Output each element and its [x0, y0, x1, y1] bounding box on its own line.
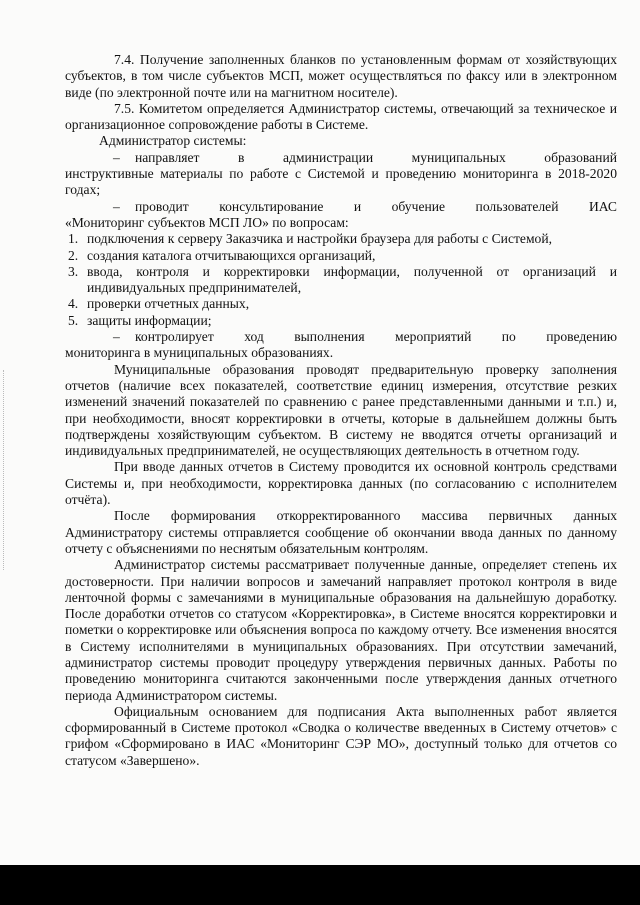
- list-item: 2. создания каталога отчитывающихся организаций,: [68, 247, 376, 263]
- dash-item-2: [65, 199, 617, 215]
- dash-item-2-line-2: «Мониторинг субъектов МСП ЛО» по вопросам:: [65, 214, 349, 230]
- dash-item-1-line-2: инструктивные материалы по работе с Системой и проведению мониторинга в 2018-2020 годах;: [65, 166, 617, 198]
- list-item: 4. проверки отчетных данных,: [68, 296, 250, 312]
- list-item: 5. защиты информации;: [68, 312, 212, 328]
- consulting-topics-list: [65, 231, 617, 329]
- dash-item-3-line-2: мониторинга в муниципальных образованиях.: [65, 345, 334, 361]
- admin-heading: Администратор системы:: [99, 133, 247, 149]
- dash-item-2-line-1: проводит консультирование и обучение пользователей ИАС: [135, 198, 617, 214]
- paragraph-municipal-check: Муниципальные образования проводят предварительную проверку заполнения отчетов (наличие всех показателей, соответствие единиц измерения, отсутствие резких изменений значений показателей по сравнению с ранее представленными данными и т.п.) и, при необходимости, вносят корректировки в отчеты, которые в дальнейшем должны быть подтверждены хозяйствующим субъектом. В систему не вводятся отчеты организаций и индивидуальных предпринимателей, не осуществляющих деятельность в отчетном году.: [65, 361, 617, 459]
- scan-bottom-border: [0, 865, 640, 905]
- dash-marker: –: [113, 198, 120, 214]
- paragraph-7-5: 7.5. Комитетом определяется Администратор системы, отвечающий за техническое и организационное сопровождение работы в Системе.: [65, 100, 617, 133]
- dash-item-1-line-1: направляет в администрации муниципальных образований: [135, 149, 617, 165]
- document-body: [65, 52, 617, 769]
- paragraph-after-forming: После формирования откорректированного массива первичных данных Администратору системы отправляется сообщение об окончании ввода данных по данному отчету с объяснениями по неснятым обязательным контролям.: [65, 508, 617, 556]
- dash-item-3: [65, 329, 617, 345]
- paragraph-data-entry: При вводе данных отчетов в Систему проводится их основной контроль средствами Системы и, при необходимости, корректировка данных (по согласованию с исполнителем отчёта).: [65, 459, 617, 508]
- dash-marker: –: [113, 329, 120, 345]
- dash-marker: –: [113, 149, 120, 165]
- paragraph-7-4: 7.4. Получение заполненных бланков по установленным формам от хозяйствующих субъектов, в том числе субъектов МСП, может осуществляться по факсу или в электронном виде (по электронной почте или на магнитном носителе).: [65, 52, 617, 100]
- dash-item-1: [65, 150, 617, 166]
- paragraph-admin-review: Администратор системы рассматривает полученные данные, определяет степень их достоверности. При наличии вопросов и замечаний направляет протокол контроля в виде ленточной формы с замечаниями в муниципальные образования на дальнейшую доработку. После доработки отчетов со статусом «Корректировка», в Системе вносятся корректировки и пометки о корректировке или объяснения вопроса по каждому отчету. Все изменения вносятся в Систему исполнителями в муниципальных образованиях. При отсутствии замечаний, администратор системы проводит процедуру утверждения первичных данных. Работы по проведению мониторинга считаются законченными после утверждения данных отчетного периода Администратором системы.: [65, 557, 617, 703]
- list-item: 1. подключения к серверу Заказчика и настройки браузера для работы с Системой,: [68, 231, 553, 247]
- scan-margin-marks: [3, 370, 7, 570]
- dash-item-3-line-1: контролирует ход выполнения мероприятий по проведению: [135, 329, 617, 345]
- paragraph-official-basis: Официальным основанием для подписания Акта выполненных работ является сформированный в Системе протокол «Сводка о количестве введенных в Систему отчетов» с грифом «Сформировано в ИАС «Мониторинг СЭР МО», доступный только для отчетов со статусом «Завершено».: [65, 703, 617, 768]
- list-item: 3. ввода, контроля и корректировки информации, полученной от организаций и индивидуальных предпринимателей,: [68, 263, 617, 296]
